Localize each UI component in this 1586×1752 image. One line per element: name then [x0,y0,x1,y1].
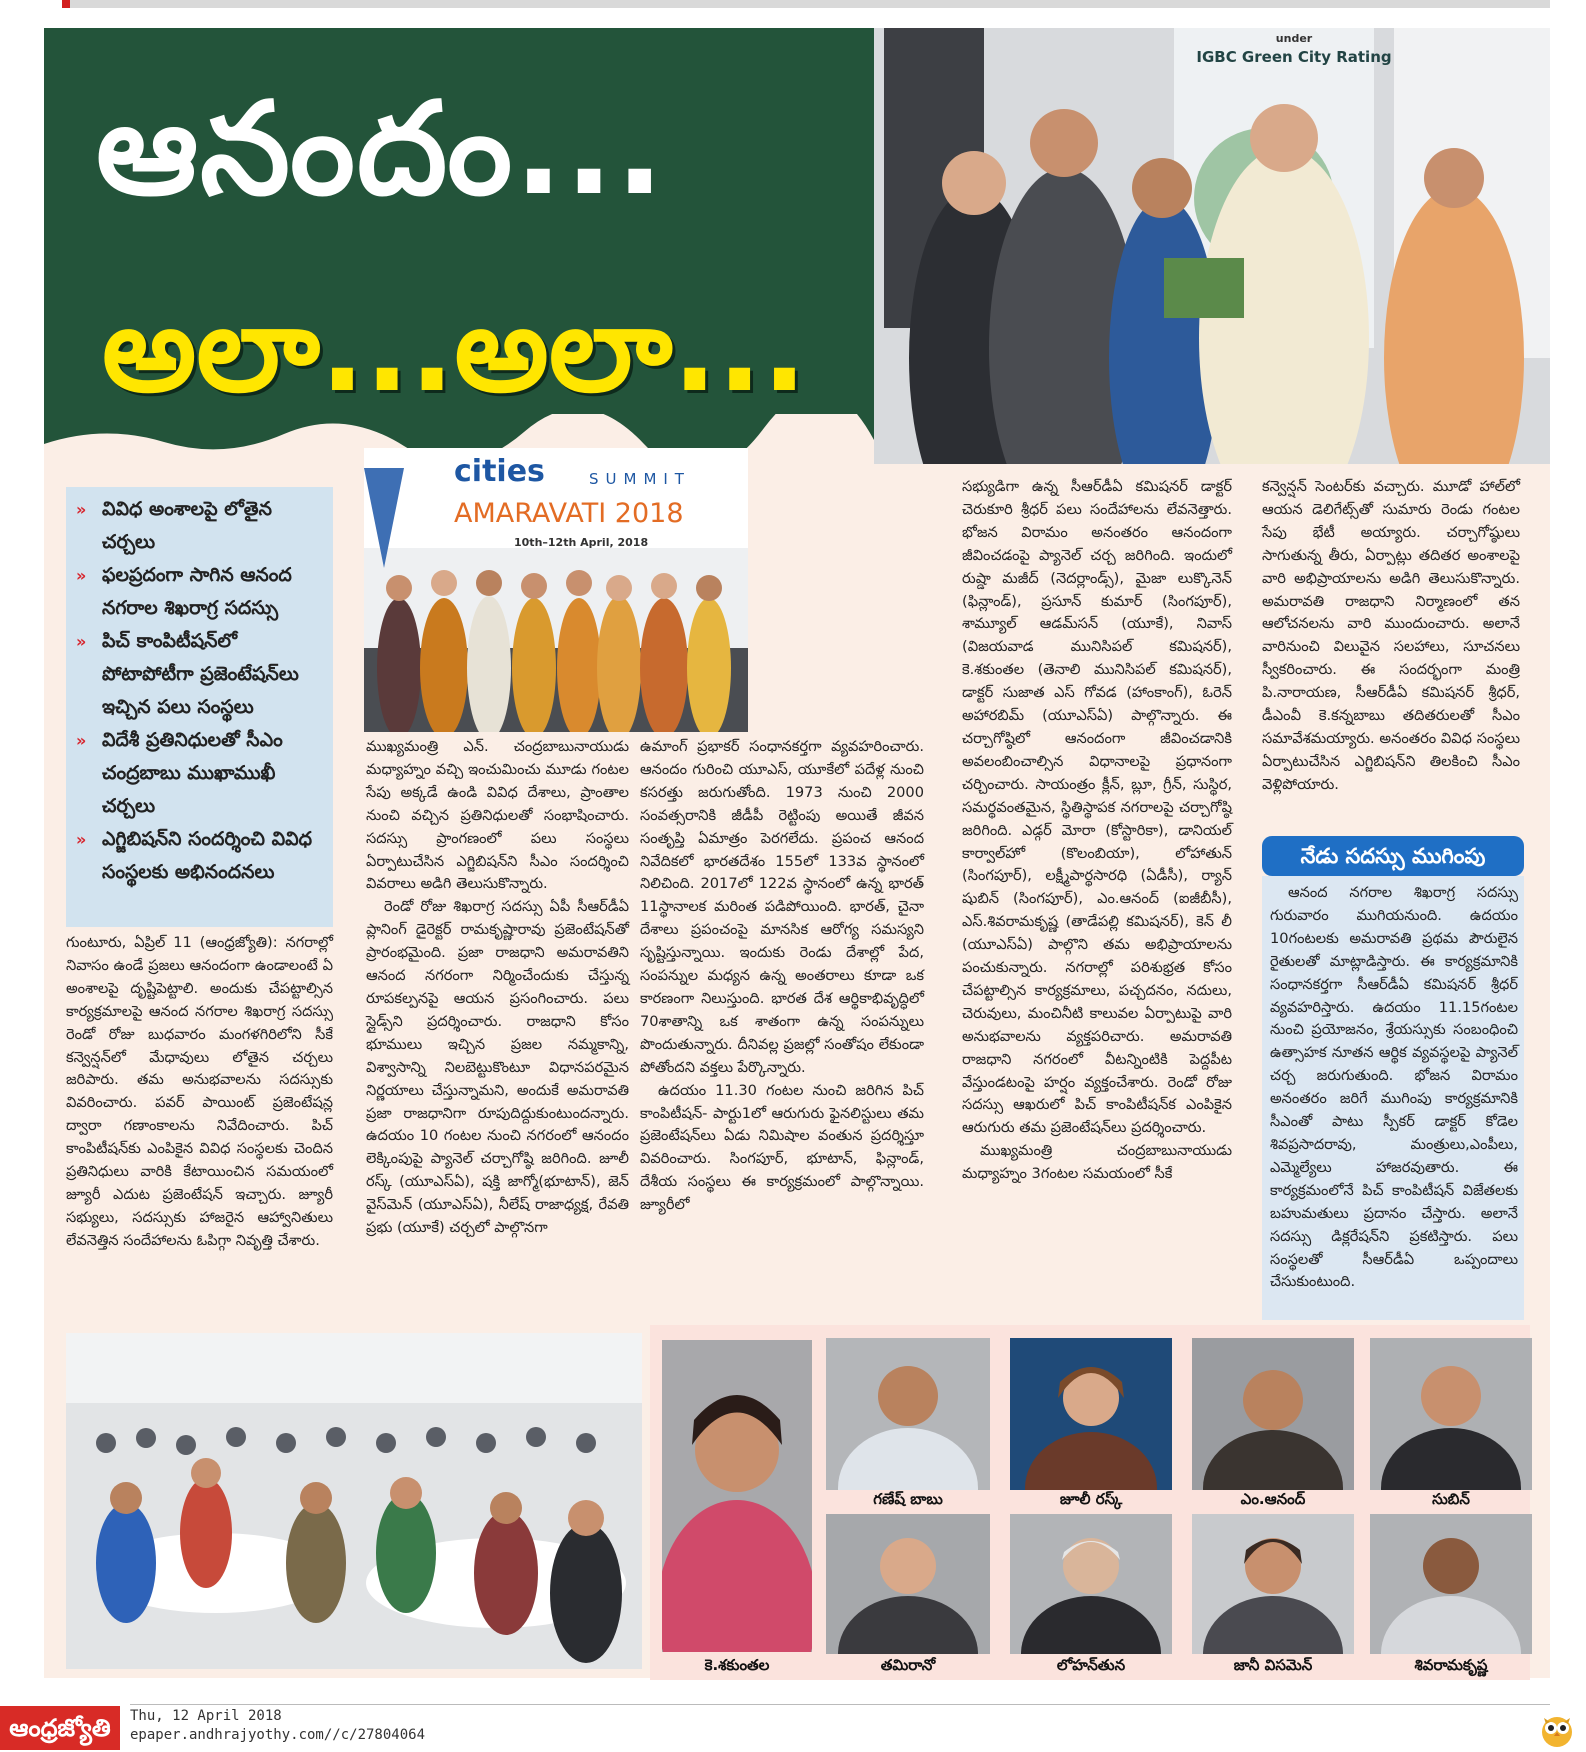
paragraph: ఉదయం 11.30 గంటల నుంచి జరిగిన పిచ్ కాంపిటీషన్- పార్టు1లో ఆరుగురు ఫైనలిస్టులు తమ ప్రజెంటేషన్‌లు ఏడు నిమిషాల వంతున ప్రదర్శిస్తూ వివరించారు. సింగపూర్, భూటాన్, ఫిన్లాండ్, దేశీయ సంస్థలు ఈ కార్యక్రమంలో పాల్గొన్నాయి. జ్యూరీలో [640,1081,924,1214]
paragraph: గుంటూరు, ఏప్రిల్ 11 (ఆంధ్రజ్యోతి): నగరాల్లో నివాసం ఉండే ప్రజలు ఆనందంగా ఉండాలంటే ఏ అంశాలపై దృష్టిపెట్టాలి. అందుకు చేపట్టాల్సిన కార్యక్రమాలపై ఆనంద నగరాల శిఖరాగ్ర సదస్సు రెండో రోజు బుధవారం మంగళగిరిలోని సీకే కన్వెన్షన్‌లో మేధావులు లోతైన చర్చలు జరిపారు. తమ అనుభవాలను సదస్సుకు వివరించారు. పవర్ పాయింట్ ప్రజెంటేషన్ల ద్వారా గణాంకాలను నివేదించారు. పిచ్ కాంపిటీషన్‌కు ఎంపికైన వివిధ సంస్థలకు చెందిన ప్రతినిధులు వారికి కేటాయించిన సమయంలో జ్యూరీ ఎదుట ప్రజెంటేషన్ ఇచ్చారు. జ్యూరీ సభ్యులు, సదస్సుకు హాజరైన ఆహ్వానితులు లేవనెత్తిన సందేహాలను ఓపిగ్గా నివృత్తి చేశారు. [66,934,333,1249]
paragraph: ముఖ్యమంత్రి చంద్రబాబునాయుడు మధ్యాహ్నం 3గంటల సమయంలో సీకే [962,1142,1232,1183]
portrait-art [1192,1514,1354,1654]
portrait-art [826,1338,990,1490]
summit-photo [364,448,748,732]
article-column-2 [366,736,629,1240]
closing-box [1262,876,1524,1320]
highlight-item: » వివిధ అంశాలపై లోతైన చర్చలు [76,493,327,559]
highlight-item: » విదేశీ ప్రతినిధులతో సీఎం చంద్రబాబు ముఖాముఖీ చర్చలు [76,724,327,823]
portrait-tamirano [826,1514,990,1654]
portrait-jani [1192,1514,1354,1654]
portrait-lohan [1010,1514,1172,1654]
portrait-ganesh [826,1338,990,1490]
caption-jani: జానీ విసమెన్ [1233,1656,1313,1674]
article-column-1 [66,932,333,1253]
paragraph: కన్వెన్షన్ సెంటర్‌కు వచ్చారు. మూడో హాల్‌లో ఆయన డెలిగేట్స్‌తో సుమారు రెండు గంటల సేపు భేటీ అయ్యారు. చర్చాగోష్ఠులు సాగుతున్న తీరు, ఏర్పాట్లు తదితర అంశాలపై వారి అభిప్రాయాలను అడిగి తెలుసుకొన్నారు. అమరావతి రాజధాని నిర్మాణంలో తన ఆలోచనలను వారి ముందుంచారు. అలానే వారినుంచి విలువైన సలహాలు, సూచనలు స్వీకరించారు. ఈ సందర్భంగా మంత్రి పి.నారాయణ, సీఆర్‌డీఏ కమిషనర్ శ్రీధర్, డీఎంవీ కె.కన్నబాబు తదితరులతో సీఎం సమావేశమయ్యారు. అనంతరం వివిధ సంస్థలు ఏర్పాటుచేసిన ఎగ్జిబిషన్‌ని తిలకించి సీఎం వెళ్లిపోయారు. [1262,478,1520,793]
hero-photo [874,28,1550,464]
highlight-item: » పిచ్ కాంపిటీషన్‌లో పోటాపోటీగా ప్రజెంటేషన్‌లు ఇచ్చిన పలు సంస్థలు [76,625,327,724]
paragraph: ముఖ్యమంత్రి ఎన్. చంద్రబాబునాయుడు మధ్యాహ్నం వచ్చి ఇంచుమించు మూడు గంటల సేపు అక్కడే ఉండి వివిధ దేశాలు, ప్రాంతాల నుంచి వచ్చిన ప్రతినిధులతో సంభాషించారు. సదస్సు ప్రాంగణంలో పలు సంస్థలు ఏర్పాటుచేసిన ఎగ్జిబిషన్‌ని సీఎం సందర్శించి వివరాలు అడిగి తెలుసుకొన్నారు. [366,738,629,893]
paragraph: రెండో రోజు శిఖరాగ్ర సదస్సు ఏపీ సీఆర్‌డీఏ ప్లానింగ్ డైరెక్టర్ రామకృష్ణారావు ప్రజెంటేషన్‌తో ప్రారంభమైంది. ప్రజా రాజధాని అమరావతిని ఆనంద నగరంగా నిర్మించేందుకు చేస్తున్న రూపకల్పనపై ఆయన ప్రసంగించారు. పలు స్లైడ్స్‌ని ప్రదర్శించారు. రాజధాని కోసం భూములు ఇచ్చిన ప్రజల నమ్మకాన్ని, విశ్వాసాన్ని నిలబెట్టుకొంటూ విధానపరమైన నిర్ణయాలు చేస్తున్నామని, అందుకే అమరావతి ప్రజా రాజధానిగా రూపుదిద్దుకుంటుందన్నారు. ఉదయం 10 గంటల నుంచి నగరంలో ఆనందం లెక్కింపుపై ప్యానెల్ చర్చాగోష్ఠి జరిగింది. జూలీ రస్క్ (యూఎస్‌ఏ), షక్తి జాగ్మో(భూటాన్), జెన్ వైస్‌మెన్ (యూఎస్‌ఏ), నీలేష్ రాజాధ్యక్ష, రేవతి ప్రభు (యూకే) చర్చలో పాల్గొనగా [366,898,629,1237]
highlight-item: » ఫలప్రదంగా సాగిన ఆనంద నగరాల శిఖరాగ్ర సదస్సు [76,559,327,625]
caption-sakuntala: కె.శకుంతల [704,1656,770,1674]
portrait-art [1370,1514,1532,1654]
highlight-item: » ఎగ్జిబిషన్‌ని సందర్శించి వివిధ సంస్థలకు అభినందనలు [76,823,327,889]
portrait-art [1010,1514,1172,1654]
double-arrow-icon: » [76,566,87,585]
hero-photo-art [874,28,1550,464]
portrait-art [826,1514,990,1654]
double-arrow-icon: » [76,632,87,651]
portrait-art [1010,1338,1172,1490]
double-arrow-icon: » [76,830,87,849]
footer-date: Thu, 12 April 2018 [130,1708,282,1724]
caption-siva: శివరామకృష్ణ [1414,1656,1488,1674]
owl-icon[interactable] [1540,1712,1574,1748]
article-column-4 [962,476,1232,1186]
banner-text-under: under [1275,32,1313,45]
footer-url[interactable]: epaper.andhrajyothy.com//c/27804064 [130,1727,426,1743]
audience-photo [66,1333,642,1669]
caption-subin: సుబిన్ [1432,1490,1470,1508]
article-column-3 [640,736,924,1217]
portrait-sakuntala [662,1340,812,1652]
paragraph: ఉమాంగ్ ప్రభాకర్ సంధానకర్తగా వ్యవహరించారు. ఆనందం గురించి యూఎస్, యూకేలో పదేళ్ల నుంచి కసరత్తు జరుగుతోంది. 1973 నుంచి 2000 సంవత్సరానికి జీడీపీ రెట్టింపు అయితే జీవన సంతృప్తి ఏమాత్రం పెరగలేదు. ప్రపంచ ఆనంద నివేదికలో భారతదేశం 155లో 133వ స్థానంలో నిలిచింది. 2017లో 122వ స్థానంలో ఉన్న భారత్ 11స్థానాలక మరింత పడిపోయింది. భారత్, చైనా దేశాలు ప్రపంచంపై మానసిక ఆరోగ్య సమస్యని సృష్టిస్తున్నాయి. ఇందుకు రెండు దేశాల్లో పేద, సంపన్నుల మధ్యన ఉన్న అంతరాలు కూడా ఒక కారణంగా నిలుస్తుంది. భారత దేశ ఆర్థికాభివృద్ధిలో 70శాతాన్ని ఒక శాతంగా ఉన్న సంపన్నులు పొందుతున్నారు. దీనివల్ల ప్రజల్లో సంతోషం లేకుండా పోతోందని వక్తలు పేర్కొన్నారు. [640,738,924,1076]
highlights-box [66,487,333,927]
summit-dates: 10th–12th April, 2018 [514,536,649,549]
summit-word: SUMMIT [589,470,691,488]
caption-tamirano: తమిరానో [880,1656,936,1674]
publication-logo: ఆంధ్రజ్యోతి [0,1706,120,1750]
headline-line-2: అలా...అలా... [102,280,807,418]
portrait-art [1370,1338,1532,1490]
audience-photo-art [66,1333,642,1669]
paragraph: సభ్యుడిగా ఉన్న సీఆర్‌డీఏ కమిషనర్ డాక్టర్ చెరుకూరి శ్రీధర్ పలు సందేహాలను లేవనెత్తారు. భోజన విరామం అనంతరం ఆనందంగా జీవించడంపై ప్యానెల్ చర్చ జరిగింది. ఇందులో రుష్డా మజీద్ (నెదర్లాండ్స్), మైజా లుక్కొనెన్ (ఫిన్లాండ్), ప్రసూన్ కుమార్ (సింగపూర్), శామ్యూల్ ఆడమ్‌సన్ (యూకే), నివాస్ (విజయవాడ మునిసిపల్ కమిషనర్), కె.శకుంతల (తెనాలి మునిసిపల్ కమిషనర్), డాక్టర్ సుజాత ఎస్ గోవడ (హాంకాంగ్), ఓరెన్ అహారబిమ్ (యూఎస్‌ఏ) పాల్గొన్నారు. ఈ చర్చాగోష్ఠిలో ఆనందంగా జీవించడానికి అవలంబించాల్సిన విధానాలపై ప్రధానంగా చర్చించారు. సాయంత్రం క్లీన్, బ్లూ, గ్రీన్, సుస్థిర, సమర్థవంతమైన, స్థితిస్థాపక నగరాలపై చర్చాగోష్ఠి జరిగింది. ఎడ్గర్ మోరా (కోస్టారికా), డానియల్ కార్వాల్‌హో (కొలంబియా), లోహాతున్ (సింగపూర్), లక్ష్మీపార్థసారధి (ఏడీసీ), ర్యాన్ షుబిన్ (సింగపూర్), ఎం.ఆనంద్ (ఐజీబీసీ), ఎస్.శివరామకృష్ణ (తాడేపల్లి కమిషనర్), కెన్ లీ (యూఎస్‌ఏ) పాల్గొని తమ అభిప్రాయాలను పంచుకున్నారు. నగరాల్లో పరిశుభ్రత కోసం చేపట్టాల్సిన కార్యక్రమాలు, పచ్చదనం, నదులు, చెరువులు, మంచినీటి కాలువల ఏర్పాటుపై వారి అనుభవాలను వ్యక్తపరిచారు. అమరావతి రాజధాని నగరంలో వీటన్నింటికి పెద్దపీట వేస్తుండటంపై హర్షం వ్యక్తంచేశారు. రెండో రోజు సదస్సు ఆఖరులో పిచ్ కాంపిటీషన్‌క ఎంపికైన ఆరుగురు తమ ప్రజెంటేషన్‌లు ప్రదర్శించారు. [962,478,1232,1137]
footer-info [130,1707,425,1745]
portrait-art [662,1340,812,1652]
portrait-anand [1192,1338,1354,1490]
footer-divider [130,1704,1550,1705]
closing-box-text: ఆనంద నగరాల శిఖరాగ్ర సదస్సు గురువారం ముగియనుంది. ఉదయం 10గంటలకు అమరావతి ప్రథమ పౌరులైన రైతులతో మాట్లాడిస్తారు. ఈ కార్యక్రమానికి సంధానకర్తగా సీఆర్‌డీఏ కమిషనర్ శ్రీధర్ వ్యవహరిస్తారు. ఉదయం 11.15గంటల నుంచి ప్రయోజనం, శ్రేయస్సుకు సంబంధించి ఉత్సాహక నూతన ఆర్థిక వ్యవస్థలపై ప్యానెల్ చర్చ జరుగుతుంది. భోజన విరామం అనంతరం జరిగే ముగింపు కార్యక్రమానికి సీఎంతో పాటు స్పీకర్ డాక్టర్ కోడెల శివప్రసాదరావు, మంత్రులు,ఎంపీలు, ఎమ్మెల్యేలు హాజరవుతారు. ఈ కార్యక్రమంలోనే పిచ్ కాంపిటీషన్ విజేతలకు బహుమతులు ప్రదానం చేస్తారు. అలానే సదస్సు డిక్లరేషన్‌ని ప్రకటిస్తారు. పలు సంస్థలతో సీఆర్‌డీఏ ఒప్పందాలు చేసుకుంటుంది. [1270,884,1518,1291]
top-bar [70,0,1550,8]
banner-text-igbc: IGBC Green City Rating [1196,48,1392,66]
portrait-julie [1010,1338,1172,1490]
portrait-siva [1370,1514,1532,1654]
caption-julie: జూలీ రస్క్ [1059,1490,1123,1508]
headline-line-1: ఆనందం... [96,75,667,224]
caption-ganesh: గణేష్ బాబు [873,1490,943,1508]
summit-event: AMARAVATI 2018 [454,498,684,529]
portrait-art [1192,1338,1354,1490]
double-arrow-icon: » [76,731,87,750]
closing-box-title: నేడు సదస్సు ముగింపు [1262,836,1524,876]
headline-panel [44,28,874,464]
portrait-subin [1370,1338,1532,1490]
article-column-5 [1262,476,1520,797]
caption-anand: ఎం.ఆనంద్ [1240,1490,1306,1508]
double-arrow-icon: » [76,500,87,519]
summit-brand: cities [454,454,545,489]
summit-photo-art [364,448,748,732]
caption-lohan: లోహన్‌తున [1056,1656,1126,1674]
